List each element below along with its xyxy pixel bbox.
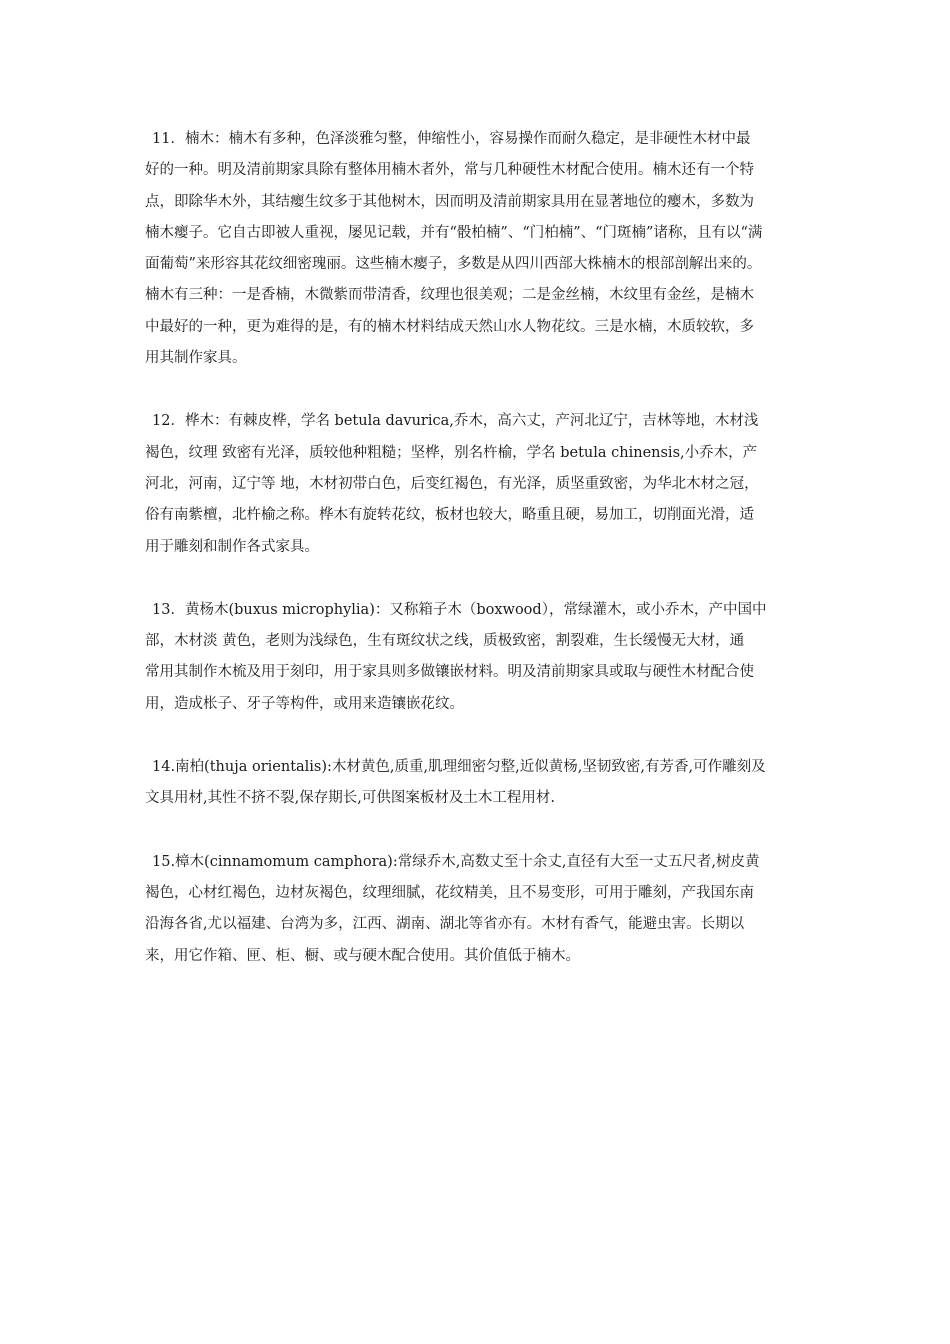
text-line: 用其制作家具。 — [145, 350, 247, 367]
text-line: 河北，河南，辽宁等 地，木材初带白色，后变红褐色，有光泽，质坚重致密，为华北木材之冠， — [145, 475, 759, 492]
paragraph-huangyangmu — [145, 595, 807, 720]
text-line: 褐色，纹理 致密有光泽，质较他种粗糙；坚桦，别名杵榆，学名 betula chinensis,小乔木，产 — [145, 444, 758, 461]
text-line: 褐色，心材红褐色，边材灰褐色，纹理细腻，花纹精美，且不易变形，可用于雕刻，产我国东南 — [145, 884, 754, 901]
paragraph-nanbai — [145, 752, 807, 815]
text-line: 常用其制作木梳及用于刻印，用于家具则多做镶嵌材料。明及清前期家具或取与硬性木材配合使 — [145, 664, 754, 681]
text-line: 用于雕刻和制作各式家具。 — [145, 538, 319, 555]
text-line: 好的一种。明及清前期家具除有整体用楠木者外，常与几种硬性木材配合使用。楠木还有一个特 — [145, 162, 754, 179]
text-line: 15.樟木(cinnamomum camphora):常绿乔木,高数丈至十余丈,直径有大至一丈五尺者,树皮黄 — [152, 853, 760, 870]
text-line: 点，即除华木外，其结瘿生纹多于其他树木，因而明及清前期家具用在显著地位的瘿木，多数为 — [145, 193, 754, 210]
text-line: 来，用它作箱、匣、柜、橱、或与硬木配合使用。其价值低于楠木。 — [145, 947, 580, 964]
text-line: 楠木有三种：一是香楠，木微紫而带清香，纹理也很美观；二是金丝楠，木纹里有金丝，是楠木 — [145, 287, 754, 304]
text-line: 用，造成枨子、牙子等构件，或用来造镶嵌花纹。 — [145, 695, 464, 712]
paragraph-nanmu — [145, 124, 807, 374]
text-line: 12．桦木：有棘皮桦，学名 betula davurica,乔木，高六丈，产河北辽宁，吉林等地，木材浅 — [152, 413, 759, 430]
document-page — [145, 124, 807, 1004]
text-line: 11．楠木：楠木有多种，色泽淡雅匀整，伸缩性小，容易操作而耐久稳定，是非硬性木材中最 — [152, 131, 751, 147]
paragraph-huamu — [145, 406, 807, 562]
text-line: 沿海各省,尤以福建、台湾为多，江西、湖南、湖北等省亦有。木材有香气，能避虫害。长期以 — [145, 916, 745, 933]
text-line: 中最好的一种，更为难得的是，有的楠木材料结成天然山水人物花纹。三是水楠，木质较软，多 — [145, 318, 754, 335]
paragraph-zhangmu — [145, 847, 807, 972]
text-line: 14.南柏(thuja orientalis):木材黄色,质重,肌理细密匀整,近似黄杨,坚韧致密,有芳香,可作雕刻及 — [152, 759, 766, 776]
text-line: 部，木材淡 黄色，老则为浅绿色，生有斑纹状之线，质极致密，割裂难，生长缓慢无大材，通 — [145, 633, 745, 650]
text-line: 文具用材,其性不挤不裂,保存期长,可供图案板材及土木工程用材. — [145, 790, 555, 807]
text-line: 13．黄杨木(buxus microphylia)：又称箱子木（boxwood），常绿灌木，或小乔木，产中国中 — [152, 601, 767, 618]
text-line: 楠木瘿子。它自古即被人重视，屡见记载，并有“骰柏楠”、“门柏楠”、“门斑楠”诸称，且有以“满 — [145, 224, 763, 241]
text-line: 面葡萄”来形容其花纹细密瑰丽。这些楠木瘿子，多数是从四川西部大株楠木的根部剖解出来的。 — [145, 256, 762, 273]
text-line: 俗有南紫檀，北杵榆之称。桦木有旋转花纹，板材也较大，略重且硬，易加工，切削面光滑，适 — [145, 507, 754, 524]
